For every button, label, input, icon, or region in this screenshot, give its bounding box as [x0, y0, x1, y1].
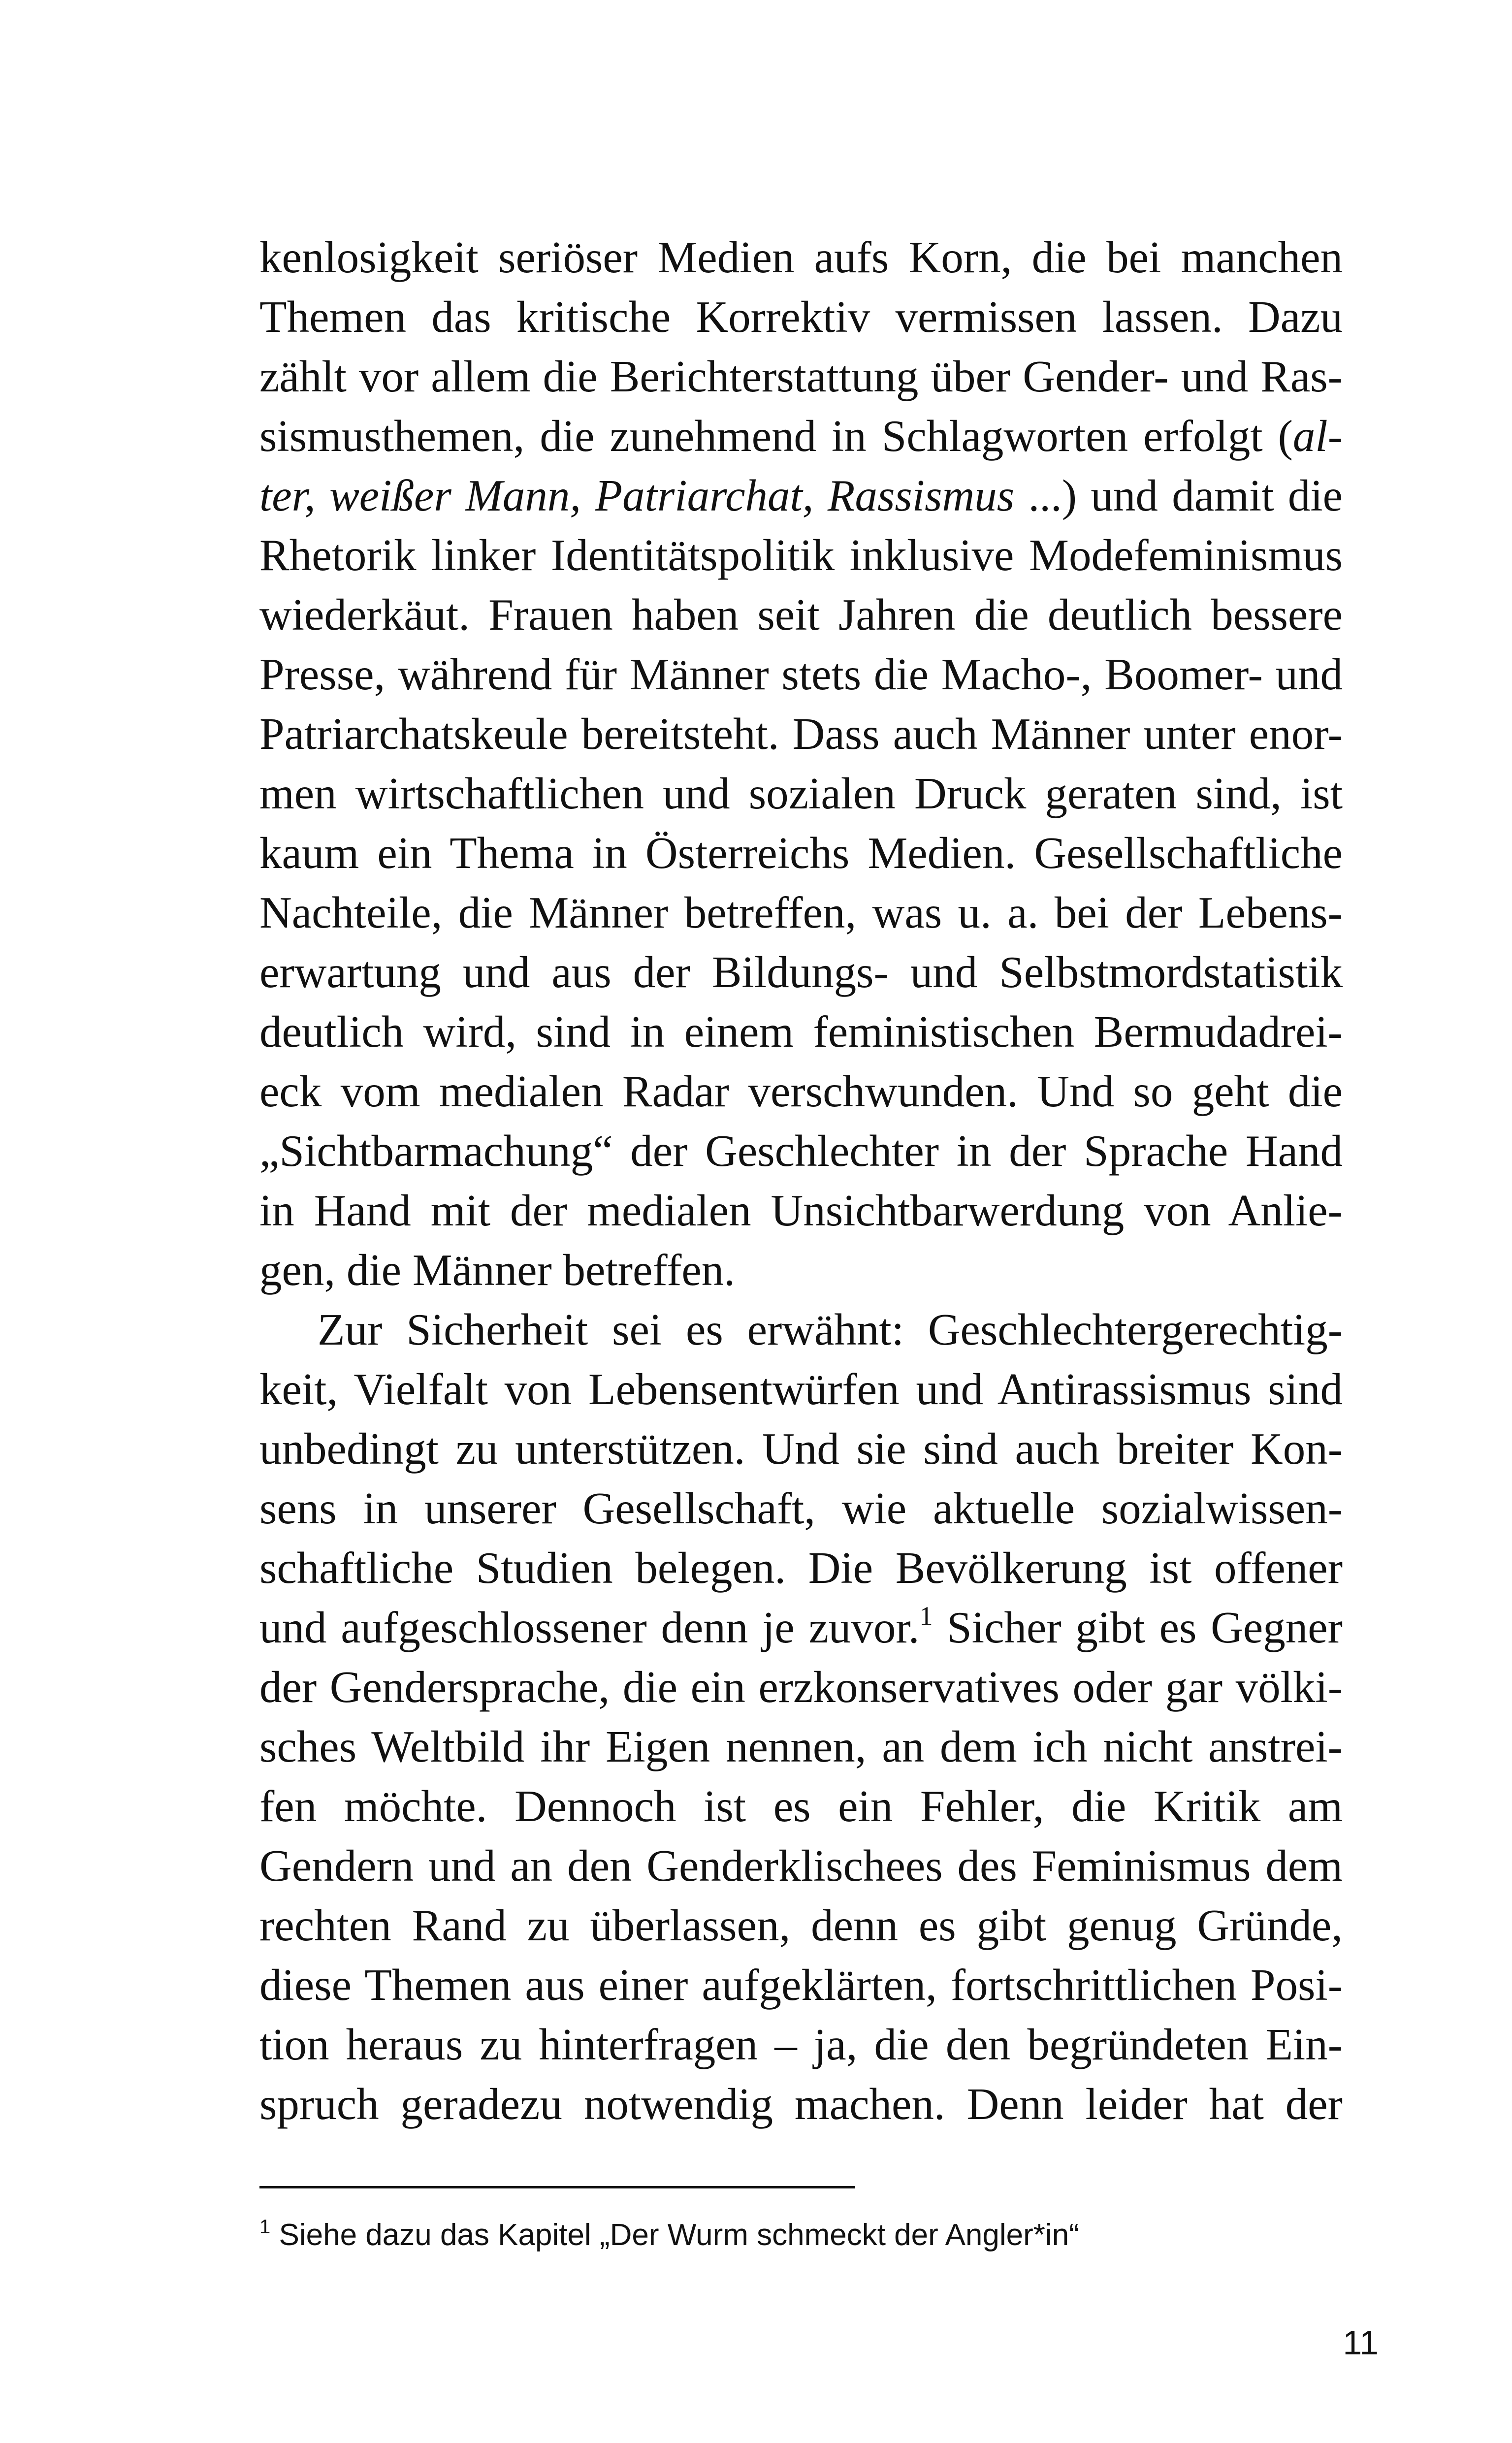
- text-line: erwartung und aus der Bildungs- und Selbstmordstatistik: [259, 947, 1343, 997]
- text-line: in Hand mit der medialen Unsichtbarwerdung von Anlie-: [259, 1186, 1343, 1235]
- text-line: unbedingt zu unterstützen. Und sie sind auch breiter Kon-: [259, 1424, 1343, 1474]
- text-segment: sismusthemen, die zunehmend in Schlagworten erfolgt (: [259, 411, 1293, 461]
- text-line: kaum ein Thema in Österreichs Medien. Gesellschaftliche: [259, 828, 1343, 878]
- footnote-divider: [259, 2186, 855, 2188]
- italic-text: ter, weißer Mann, Patriarchat, Rassismus: [259, 471, 1015, 520]
- page-number: 11: [1343, 2323, 1379, 2362]
- text-line: sches Weltbild ihr Eigen nennen, an dem ich nicht anstrei-: [259, 1722, 1343, 1771]
- text-line: Patriarchatskeule bereitsteht. Dass auch Männer unter enor-: [259, 709, 1343, 759]
- footnote-text: Siehe dazu das Kapitel „Der Wurm schmeckt der Angler*in“: [270, 2218, 1079, 2252]
- text-line: gen, die Männer betreffen.: [259, 1245, 736, 1295]
- footnote-marker: 1: [259, 2216, 271, 2238]
- text-line: wiederkäut. Frauen haben seit Jahren die deutlich bessere: [259, 590, 1343, 640]
- text-line: [259, 466, 1343, 525]
- text-line: men wirtschaftlichen und sozialen Druck geraten sind, ist: [259, 769, 1343, 818]
- text-line: schaftliche Studien belegen. Die Bevölkerung ist offener: [259, 1543, 1343, 1593]
- text-line: rechten Rand zu überlassen, denn es gibt genug Gründe,: [259, 1900, 1343, 1950]
- italic-text: al-: [1292, 411, 1343, 461]
- text-line: Presse, während für Männer stets die Macho-, Boomer- und: [259, 649, 1343, 699]
- text-line: deutlich wird, sind in einem feministischen Bermudadrei-: [259, 1007, 1343, 1057]
- text-line: Themen das kritische Korrektiv vermissen lassen. Dazu: [259, 292, 1343, 342]
- text-line: sens in unserer Gesellschaft, wie aktuelle sozialwissen-: [259, 1483, 1343, 1533]
- text-line: [259, 406, 1343, 466]
- footnote: [259, 2213, 1079, 2257]
- text-segment: Sicher gibt es Gegner: [933, 1603, 1343, 1652]
- text-line: tion heraus zu hinterfragen – ja, die den begründeten Ein-: [259, 2020, 1343, 2069]
- text-line: Rhetorik linker Identitätspolitik inklusive Modefeminismus: [259, 530, 1343, 580]
- text-line: Gendern und an den Genderklischees des Feminismus dem: [259, 1841, 1343, 1891]
- footnote-reference[interactable]: 1: [919, 1601, 933, 1631]
- text-line: „Sichtbarmachung“ der Geschlechter in der Sprache Hand: [259, 1126, 1343, 1176]
- text-line: keit, Vielfalt von Lebensentwürfen und Antirassismus sind: [259, 1364, 1343, 1414]
- text-line: Nachteile, die Männer betreffen, was u. a. bei der Lebens-: [259, 888, 1343, 937]
- text-line: spruch geradezu notwendig machen. Denn leider hat der: [259, 2079, 1343, 2129]
- text-segment: ...) und damit die: [1014, 471, 1343, 520]
- text-line: kenlosigkeit seriöser Medien aufs Korn, die bei manchen: [259, 232, 1343, 282]
- body-text: [259, 227, 1343, 2134]
- text-line: zählt vor allem die Berichterstattung über Gender- und Ras-: [259, 352, 1343, 401]
- text-line: [259, 1598, 1343, 1657]
- text-segment: und aufgeschlossener denn je zuvor.: [259, 1603, 920, 1652]
- text-line: Zur Sicherheit sei es erwähnt: Geschlechtergerechtig-: [318, 1305, 1343, 1354]
- text-line: der Gendersprache, die ein erzkonservatives oder gar völki-: [259, 1662, 1343, 1712]
- text-line: eck vom medialen Radar verschwunden. Und so geht die: [259, 1066, 1343, 1116]
- text-line: diese Themen aus einer aufgeklärten, fortschrittlichen Posi-: [259, 1960, 1343, 2010]
- text-line: fen möchte. Dennoch ist es ein Fehler, die Kritik am: [259, 1781, 1343, 1831]
